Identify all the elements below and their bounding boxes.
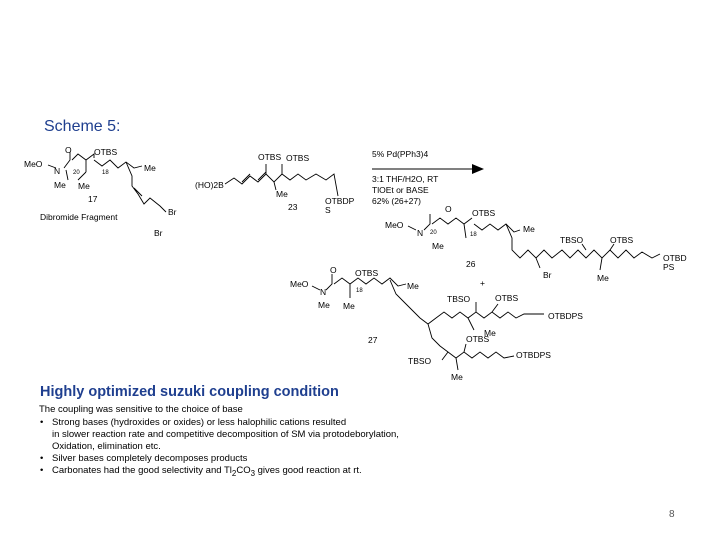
atom-label: TBSO — [447, 294, 471, 304]
subscript: 3 — [250, 468, 255, 478]
section-heading: Highly optimized suzuki coupling condition — [40, 384, 339, 400]
bullet-text: in slower reaction rate and competitive decomposition of SM via protodeborylation, — [52, 429, 399, 440]
atom-label: Me — [78, 181, 90, 191]
intro-text: The coupling was sensitive to the choice of base — [39, 404, 243, 415]
condition-solvent: 3:1 THF/H2O, RT — [372, 174, 439, 184]
atom-label: Me — [54, 180, 66, 190]
reaction-conditions — [372, 149, 484, 206]
atom-label: 18 — [356, 288, 363, 294]
bullet-text: CO — [236, 465, 251, 476]
subscript: 2 — [231, 468, 237, 478]
plus-sign: + — [480, 278, 485, 288]
atom-label: OTBDP — [325, 196, 355, 206]
boronic-acid-fragment — [195, 152, 355, 215]
compound-number: 26 — [466, 259, 476, 269]
condition-catalyst: 5% Pd(PPh3)4 — [372, 149, 429, 159]
condition-yield: 62% (26+27) — [372, 196, 421, 206]
atom-label: Me — [484, 328, 496, 338]
atom-label: O — [445, 204, 452, 214]
reaction-arrow-head — [472, 164, 484, 174]
atom-label: 20 — [430, 230, 437, 236]
atom-label: O — [65, 145, 72, 155]
atom-label: Br — [154, 228, 163, 238]
list-item — [39, 417, 499, 453]
bullet-text: Silver bases completely decomposes products — [52, 453, 248, 464]
atom-label: OTBS — [472, 208, 496, 218]
product-27 — [290, 265, 583, 382]
atom-label: OTBS — [94, 147, 118, 157]
atom-label: Me — [523, 224, 535, 234]
page-number: 8 — [669, 509, 675, 520]
atom-label: OTBS — [258, 152, 282, 162]
bullet-marker: • — [40, 417, 44, 428]
atom-label: OTBS — [355, 268, 379, 278]
condition-base: TlOEt or BASE — [372, 185, 429, 195]
atom-label: OTBS — [495, 293, 519, 303]
atom-label: MeO — [385, 220, 404, 230]
atom-label: S — [325, 205, 331, 215]
atom-label: 18 — [470, 232, 477, 238]
compound-number: 27 — [368, 335, 378, 345]
atom-label: OTBD — [663, 253, 687, 263]
atom-label: PS — [663, 262, 675, 272]
dibromide-fragment — [24, 145, 177, 238]
atom-label: Br — [168, 207, 177, 217]
atom-label: N — [320, 287, 327, 297]
atom-label: Me — [144, 163, 156, 173]
atom-label: TBSO — [408, 356, 432, 366]
atom-label: OTBDPS — [516, 350, 551, 360]
bullet-text: gives good reaction at rt. — [254, 465, 362, 476]
atom-label: N — [417, 228, 424, 238]
atom-label: OTBS — [466, 334, 490, 344]
atom-label: Me — [451, 372, 463, 382]
atom-label: 20 — [73, 170, 80, 176]
atom-label: MeO — [290, 279, 309, 289]
atom-label: Me — [276, 189, 288, 199]
atom-label: OTBS — [610, 235, 634, 245]
atom-label: MeO — [24, 159, 43, 169]
atom-label: Me — [432, 241, 444, 251]
atom-label: Me — [407, 281, 419, 291]
atom-label: Me — [343, 301, 355, 311]
fragment-caption: Dibromide Fragment — [40, 212, 118, 222]
bullet-text: Oxidation, elimination etc. — [52, 441, 161, 452]
findings-list — [39, 417, 499, 480]
bullet-marker: • — [40, 465, 44, 476]
bullet-marker: • — [40, 453, 44, 464]
bullet-text: Carbonates had the good selectivity and Tl — [52, 465, 232, 476]
list-item — [39, 465, 499, 480]
list-item — [39, 453, 499, 465]
atom-label: 18 — [102, 170, 109, 176]
atom-label: OTBS — [286, 153, 310, 163]
compound-number: 17 — [88, 194, 98, 204]
atom-label: Me — [318, 300, 330, 310]
atom-label: OTBDPS — [548, 311, 583, 321]
atom-label: Me — [597, 273, 609, 283]
slide-title: Scheme 5: — [44, 118, 121, 135]
atom-label: O — [330, 265, 337, 275]
product-26 — [385, 204, 687, 283]
bullet-text: Strong bases (hydroxides or oxides) or less halophilic cations resulted — [52, 417, 347, 428]
compound-number: 23 — [288, 202, 298, 212]
atom-label: Br — [543, 270, 552, 280]
reaction-scheme — [20, 140, 710, 385]
atom-label: N — [54, 166, 61, 176]
atom-label: (HO)2B — [195, 180, 224, 190]
atom-label: TBSO — [560, 235, 584, 245]
